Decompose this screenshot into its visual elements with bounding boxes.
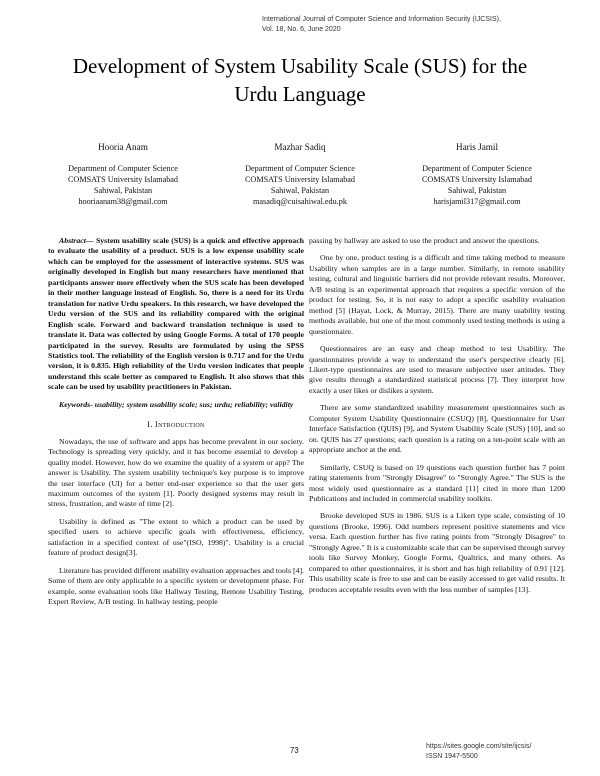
paragraph: Brooke developed SUS in 1986. SUS is a Likert type scale, consisting of 10 questions (Brooke, 1996). Odd numbers represent positive statements and vice versa. Each question further has five rating points from "Strongly Disagree" to "Strongly Agree." It is a customizable scale that can be supervised through survey tools like Survey Monkey, Google Forms, Qualtrics, and many others. As compared to other questionnaires, it is short and has high reliability of 0.91 [12]. This usability scale is free to use and can be easily accessed to get valid results. It produces acceptable results even with the less number of samples [13].	[309, 511, 565, 594]
paragraph: Usability is defined as "The extent to which a product can be used by specified users to achieve specific goals with effectiveness, efficiency, satisfaction in a specified context of use"(ISO, 1998)". Usability is a crucial feature of product design[3].	[48, 516, 304, 558]
author-name: Hooria Anam	[98, 142, 148, 152]
page-number: 73	[290, 746, 299, 755]
paragraph: Nowadays, the use of software and apps has become prevalent in our society. Technology is spreading very quickly, and it has become essential to develop a quality model. However, how do we examine the quality of a system or app? The answer is Usability. The system usability technique's key purpose is to improve the user interface (UI) for a better end-user experience so that the user gets maximum outcomes of the system [1]. Poorly designed systems may result in stress, frustration, and waste of time [2].	[48, 436, 304, 509]
author-university: COMSATS University Islamabad	[421, 175, 533, 184]
author-city: Sahiwal, Pakistan	[93, 186, 153, 195]
left-column	[48, 236, 304, 615]
section-numeral: I.	[147, 420, 153, 430]
journal-volume: Vol. 18, No. 6, June 2020	[262, 26, 341, 33]
author-name: Mazhar Sadiq	[274, 142, 326, 152]
author-city: Sahiwal, Pakistan	[447, 186, 507, 195]
author-block	[200, 142, 400, 207]
keywords: Keywords- usability; system usability scale; sus; urdu; reliability; validity	[59, 399, 294, 409]
title-line-1: Development of System Usability Scale (SUS) for the	[72, 54, 528, 78]
journal-url[interactable]: https://sites.google.com/site/ijcsis/	[426, 743, 532, 750]
author-department: Department of Computer Science	[245, 164, 355, 173]
paragraph: Literature has provided different usability evaluation approaches and tools [4]. Some of them are only applicable to a specific system or development phase. For example, some evaluation tools like Hallway Testing, Remote Usability Testing, Expert Review, A/B testing. In hallway testing, people	[48, 565, 304, 607]
author-department: Department of Computer Science	[422, 164, 532, 173]
section-title-initial: I	[155, 420, 159, 430]
author-university: COMSATS University Islamabad	[244, 175, 356, 184]
paragraph: Similarly, CSUQ is based on 19 questions each question further has 7 point rating statements from "Strongly Disagree" to "Strongly Agree." The SUS is the most widely used questionnaire as a standard [11] cited in more than 1200 Publications and included in commercial usability toolkits.	[309, 462, 565, 503]
author-block	[377, 142, 577, 207]
abstract	[48, 236, 304, 393]
paragraph: Questionnaires are an easy and cheap method to test Usability. The questionnaires provide a way to understand the user's perspective clearly [6]. Likert-type questionnaires are used to measure subjective user attitudes. They give results through a standardized statistical process [7]. They interpret how exactly a user likes or dislikes a system.	[309, 344, 565, 395]
footer-info	[426, 742, 576, 762]
author-name: Haris Jamil	[455, 142, 499, 152]
paragraph-continued: passing by hallway are asked to use the product and answer the questions.	[309, 236, 540, 245]
section-heading-introduction	[48, 420, 304, 430]
paragraph: There are some standardized usability measurement questionnaires such as Computer System Usability Questionnaire (CSUQ) [8], Questionnaire for User Interface Satisfaction (QUIS) [9], and System Usability Scale (SUS) [10], and so on. QUIS has 27 questions; each question is a rating on a ten-point scale with an appropriate anchor at the end.	[309, 403, 565, 455]
right-column	[309, 236, 565, 602]
journal-name: International Journal of Computer Science and Information Security (IJCSIS),	[262, 16, 501, 23]
paragraph: One by one, product testing is a difficult and time taking method to measure Usability when samples are in a large number. Similarly, in remote usability testing, cultural and linguistic barriers did not provide relevant results. Moreover, A/B testing is an experimental approach that requires a specific version of the product for testing. So, it is not easy to adopt a specific usability evaluation method [5] (Hayat, Lock, & Murray, 2015). There are many usability testing methods available, but one of the most commonly used testing methods is using a questionnaire.	[309, 253, 565, 336]
abstract-text: — System usability scale (SUS) is a quick and effective approach to evaluate the usability of a product. SUS is a low expense usability scale which can be employed for the assessment of interactive systems. SUS was originally developed in English but many researchers have mentioned that participants answer more effectively when the SUS scale has been developed in their mother language instead of English. So, there is a need for its Urdu translation for native Urdu speakers. In this research, we have developed the Urdu version of the SUS and its reliability compared with the original English scale. Forward and backward translation technique is used to translate it. Data was collected by using Google Forms. A total of 170 people participated in the survey. Results are formulated by using the SPSS Statistics tool. The reliability of the English version is 0.717 and for the Urdu version, it is 0.835. High reliability of the Urdu version indicates that people understand this scale better as compared to English. It also shows that this scale can be used by usability practitioners in Pakistan.	[48, 236, 304, 392]
author-university: COMSATS University Islamabad	[67, 175, 179, 184]
issn: ISSN 1947-5500	[426, 753, 478, 760]
journal-header	[262, 15, 562, 35]
author-email[interactable]: masadiq@cuisahiwal.edu.pk	[253, 197, 347, 206]
section-title-rest: ntroduction	[158, 420, 205, 430]
author-email[interactable]: harisjamil317@gmail.com	[433, 197, 521, 206]
paper-title	[0, 52, 600, 108]
title-line-2: Urdu Language	[234, 82, 366, 106]
author-block	[23, 142, 223, 207]
author-email[interactable]: hooriaanam38@gmail.com	[78, 197, 168, 206]
abstract-label: Abstract	[59, 236, 86, 245]
author-city: Sahiwal, Pakistan	[270, 186, 330, 195]
author-department: Department of Computer Science	[68, 164, 178, 173]
